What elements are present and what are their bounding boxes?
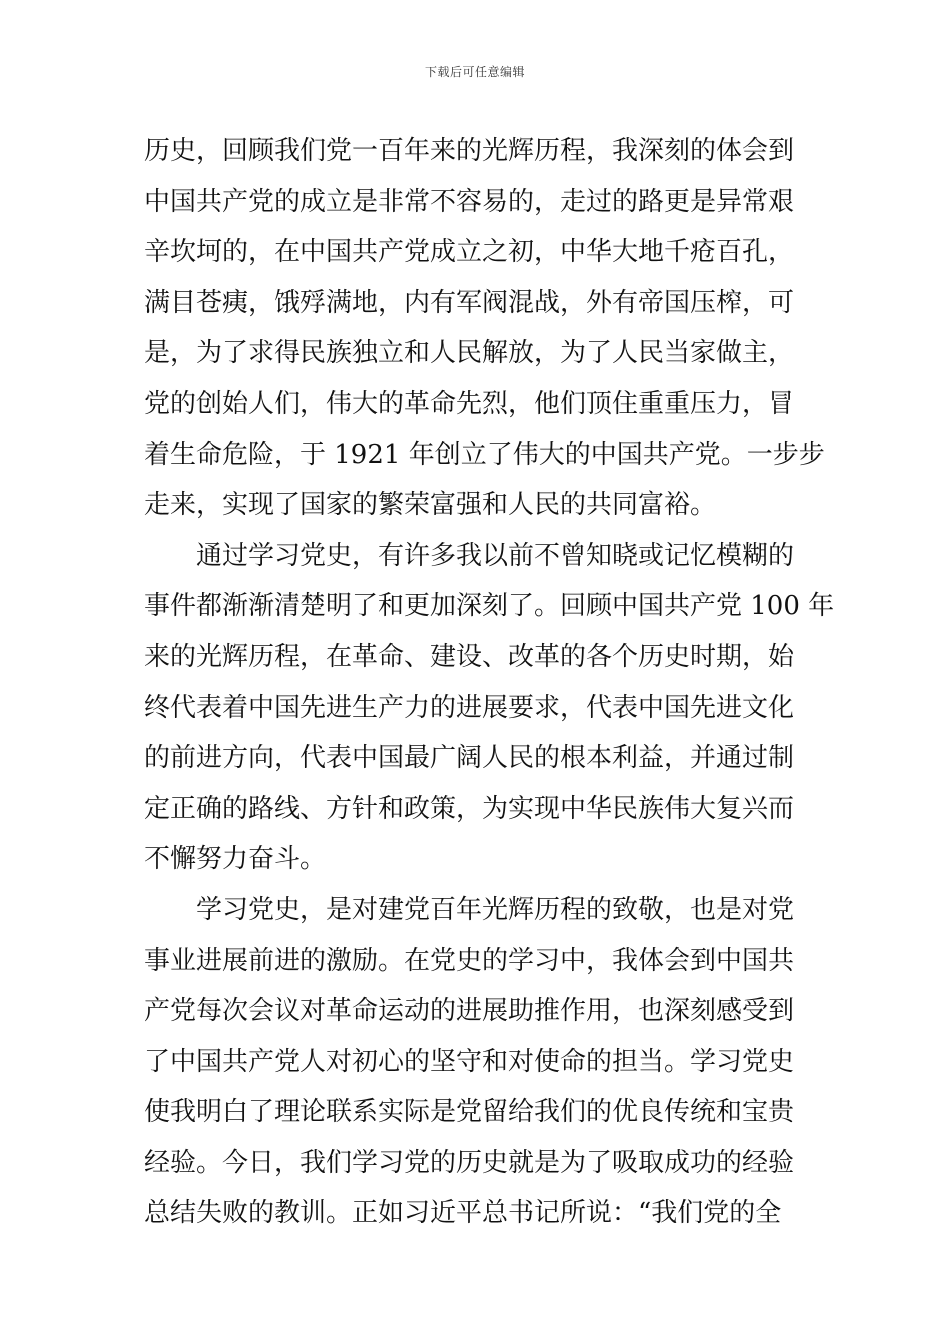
text-line: 的前进方向，代表中国最广阔人民的根本利益，并通过制 — [144, 743, 795, 774]
text-line: 定正确的路线、方针和政策，为实现中华民族伟大复兴而 — [144, 793, 795, 824]
text-line: 党的创始人们，伟大的革命先烈，他们顶住重重压力，冒 — [144, 388, 795, 419]
text-line: 满目苍痍，饿殍满地，内有军阀混战，外有帝国压榨，可 — [144, 287, 795, 318]
paragraph-2 — [144, 531, 835, 885]
text-line: 终代表着中国先进生产力的进展要求，代表中国先进文化 — [144, 692, 795, 723]
text-line: 事业进展前进的激励。在党史的学习中，我体会到中国共 — [144, 945, 795, 976]
text-line: 中国共产党的成立是非常不容易的，走过的路更是异常艰 — [144, 186, 795, 217]
text-line: 走来，实现了国家的繁荣富强和人民的共同富裕。 — [144, 490, 717, 521]
text-line: 了中国共产党人对初心的坚守和对使命的担当。学习党史 — [144, 1046, 795, 1077]
text-line: 来的光辉历程，在革命、建设、改革的各个历史时期，始 — [144, 641, 795, 672]
text-line: 历史，回顾我们党一百年来的光辉历程，我深刻的体会到 — [144, 136, 795, 166]
text-line: 是，为了求得民族独立和人民解放，为了人民当家做主， — [144, 338, 795, 369]
page-header: 下载后可任意编辑 — [424, 65, 525, 79]
text-line: 不懈努力奋斗。 — [144, 844, 327, 875]
text-line: 使我明白了理论联系实际是党留给我们的优良传统和宝贵 — [144, 1097, 795, 1128]
paragraph-3 — [144, 885, 808, 1239]
text-line: 学习党史，是对建党百年光辉历程的致敬，也是对党 — [196, 894, 795, 925]
text-line: 经验。今日，我们学习党的历史就是为了吸取成功的经验 — [144, 1147, 795, 1178]
document-body — [144, 126, 835, 1239]
text-line: 通过学习党史，有许多我以前不曾知晓或记忆模糊的 — [196, 540, 795, 571]
text-line: 事件都渐渐清楚明了和更加深刻了。回顾中国共产党 100 年 — [144, 591, 835, 622]
paragraph-1 — [144, 126, 825, 531]
text-line: 总结失败的教训。正如习近平总书记所说：“我们党的全 — [144, 1198, 782, 1229]
text-line: 着生命危险，于 1921 年创立了伟大的中国共产党。一步步 — [144, 439, 825, 470]
text-line: 辛坎坷的，在中国共产党成立之初，中华大地千疮百孔， — [144, 237, 795, 268]
text-line: 产党每次会议对革命运动的进展助推作用，也深刻感受到 — [144, 996, 795, 1027]
